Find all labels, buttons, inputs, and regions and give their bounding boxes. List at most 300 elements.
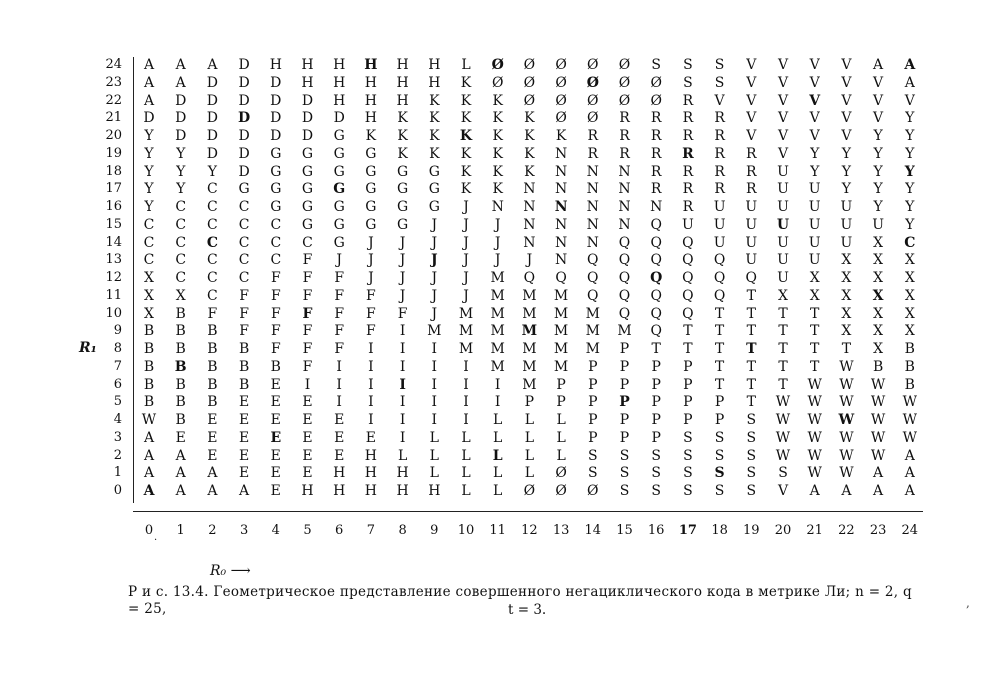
grid-cell: D [238, 110, 251, 127]
grid-cell: I [336, 358, 342, 375]
grid-cell: I [463, 394, 469, 411]
grid-cell: N [554, 252, 568, 269]
grid-cell: I [463, 412, 469, 428]
grid-cell: D [270, 74, 282, 91]
grid-cell: X [873, 234, 884, 251]
grid-cell: X [904, 287, 915, 304]
grid-cell: Y [873, 128, 883, 144]
grid-cell: P [651, 429, 661, 446]
grid-cell: Ø [523, 57, 536, 73]
grid-cell: W [839, 465, 854, 482]
grid-cell: V [841, 74, 852, 91]
grid-cell: J [399, 287, 406, 304]
grid-cell: A [904, 483, 915, 499]
grid-cell: R [619, 128, 630, 144]
grid-cell: F [270, 270, 281, 286]
grid-cell: I [399, 412, 406, 428]
grid-cell: E [270, 465, 281, 482]
grid-cell: C [175, 270, 187, 286]
grid-cell: Q [523, 270, 536, 286]
grid-cell: L [429, 447, 439, 464]
grid-cell: I [399, 429, 406, 446]
grid-cell: F [270, 305, 281, 322]
grid-cell: Y [176, 145, 186, 162]
grid-cell: T [810, 341, 820, 357]
grid-cell: U [840, 234, 853, 251]
grid-cell: M [490, 270, 505, 286]
grid-cell: N [554, 216, 568, 233]
grid-cell: H [364, 92, 377, 109]
grid-cell: U [808, 216, 821, 233]
grid-cell: D [333, 110, 345, 127]
grid-cell: U [808, 252, 821, 269]
grid-cell: H [428, 483, 441, 499]
grid-cell: T [746, 287, 756, 304]
grid-cell: G [333, 145, 345, 162]
grid-cell: V [746, 57, 757, 73]
grid-cell: G [333, 234, 345, 251]
grid-cell: G [365, 216, 377, 233]
grid-cell: Ø [618, 92, 631, 109]
grid-cell: U [840, 199, 853, 215]
grid-cell: L [461, 429, 471, 446]
grid-cell: V [841, 128, 852, 144]
grid-cell: H [333, 465, 346, 482]
grid-cell: G [270, 181, 282, 198]
grid-cell: Y [810, 163, 820, 180]
grid-cell: Q [650, 216, 662, 233]
grid-cell: L [524, 465, 535, 482]
grid-cell: R [650, 145, 662, 162]
grid-cell: D [301, 128, 314, 144]
grid-cell: V [777, 483, 789, 499]
grid-cell: X [841, 270, 852, 286]
grid-cell: Ø [650, 74, 662, 91]
row-label: 24 [105, 57, 122, 72]
grid-cell: Q [618, 270, 631, 286]
grid-cell: H [364, 483, 377, 499]
grid-cell: M [522, 287, 537, 304]
stray-dot: . [154, 532, 158, 543]
grid-cell: W [839, 376, 854, 393]
grid-cell: E [270, 376, 281, 393]
grid-cell: F [270, 341, 281, 357]
grid-cell: Ø [587, 483, 599, 499]
grid-cell: W [870, 394, 886, 411]
grid-cell: Q [618, 305, 631, 322]
grid-cell: S [651, 57, 661, 73]
grid-cell: I [368, 358, 374, 375]
column-label: 17 [678, 523, 697, 538]
grid-cell: Y [207, 163, 218, 180]
grid-cell: G [397, 181, 409, 198]
grid-cell: F [334, 323, 345, 340]
grid-cell: N [586, 163, 599, 180]
grid-cell: Q [618, 252, 631, 269]
grid-cell: M [490, 287, 505, 304]
grid-cell: U [777, 181, 789, 198]
grid-cell: T [746, 358, 756, 375]
grid-cell: I [399, 376, 406, 393]
grid-cell: I [494, 394, 501, 411]
grid-cell: H [333, 74, 346, 91]
grid-cell: P [651, 376, 661, 393]
grid-cell: D [270, 128, 282, 144]
grid-cell: H [364, 465, 377, 482]
grid-cell: Y [873, 145, 883, 162]
grid-cell: L [556, 412, 566, 428]
grid-cell: U [745, 252, 758, 269]
grid-cell: B [175, 412, 186, 428]
grid-cell: E [270, 447, 281, 464]
column-label: 7 [366, 523, 376, 538]
grid-cell: U [777, 234, 789, 251]
grid-cell: K [460, 163, 472, 180]
grid-cell: P [588, 376, 598, 393]
grid-cell: E [207, 429, 218, 446]
grid-cell: W [807, 447, 822, 464]
row-label: 18 [105, 163, 122, 179]
grid-cell: F [302, 305, 313, 322]
grid-cell: F [239, 305, 249, 322]
grid-cell: M [458, 341, 474, 357]
grid-cell: W [141, 412, 157, 428]
grid-cell: H [333, 57, 346, 73]
grid-cell: M [553, 323, 569, 340]
grid-cell: F [334, 305, 345, 322]
grid-cell: S [588, 447, 598, 464]
grid-cell: D [301, 92, 314, 109]
grid-cell: T [714, 358, 725, 375]
grid-cell: P [524, 394, 535, 411]
grid-cell: T [683, 341, 693, 357]
grid-cell: E [238, 429, 250, 446]
grid-cell: G [428, 163, 440, 180]
grid-cell: G [270, 163, 282, 180]
grid-cell: X [841, 287, 852, 304]
grid-cell: U [777, 199, 789, 215]
row-label: 4 [113, 412, 122, 427]
column-label: 18 [711, 523, 728, 538]
grid-cell: X [809, 270, 820, 286]
column-label: 1 [176, 523, 185, 538]
grid-cell: T [651, 341, 661, 357]
grid-cell: N [586, 234, 599, 251]
grid-cell: E [207, 447, 218, 464]
grid-cell: M [490, 358, 505, 375]
grid-cell: S [778, 465, 788, 482]
grid-cell: C [207, 216, 218, 233]
grid-cell: K [429, 110, 440, 127]
grid-cell: D [238, 128, 250, 144]
grid-cell: Y [873, 199, 883, 215]
grid-cell: D [206, 128, 218, 144]
grid-cell: F [302, 252, 313, 269]
grid-cell: K [429, 128, 440, 144]
grid-cell: M [490, 305, 505, 322]
grid-cell: B [238, 358, 250, 375]
grid-cell: M [553, 341, 569, 357]
grid-cell: A [143, 429, 155, 446]
grid-cell: P [619, 341, 630, 357]
grid-cell: I [368, 394, 374, 411]
margin-mark: , [966, 596, 970, 610]
grid-cell: P [619, 358, 630, 375]
grid-cell: X [144, 287, 154, 304]
grid-cell: J [463, 216, 469, 233]
grid-cell: P [651, 358, 661, 375]
grid-cell: X [872, 287, 884, 304]
grid-cell: F [302, 358, 313, 375]
grid-cell: I [368, 376, 374, 393]
grid-cell: C [175, 252, 187, 269]
grid-cell: U [713, 216, 726, 233]
grid-cell: S [746, 412, 757, 428]
column-label: 21 [806, 523, 823, 538]
column-label: 0 [144, 523, 154, 538]
grid-cell: V [777, 92, 789, 109]
grid-cell: Y [905, 181, 915, 198]
column-label: 13 [552, 523, 570, 538]
grid-cell: V [746, 92, 757, 109]
grid-cell: U [777, 252, 789, 269]
grid-cell: E [334, 429, 345, 446]
grid-cell: T [714, 376, 725, 393]
grid-cell: W [775, 394, 791, 411]
grid-cell: A [841, 483, 852, 499]
row-label: 13 [105, 252, 122, 268]
row-label: 20 [105, 128, 122, 143]
grid-cell: Q [682, 252, 694, 269]
grid-cell: B [143, 358, 155, 375]
row-label: 6 [113, 376, 122, 392]
grid-cell: G [428, 181, 440, 198]
grid-cell: J [399, 252, 406, 269]
grid-cell: E [238, 447, 250, 464]
grid-cell: C [238, 270, 250, 286]
grid-cell: F [207, 305, 218, 322]
grid-cell: Ø [555, 110, 567, 127]
grid-cell: C [207, 181, 218, 198]
grid-cell: D [206, 145, 218, 162]
row-label: 19 [105, 145, 122, 161]
grid-cell: X [809, 287, 820, 304]
grid-cell: H [364, 110, 377, 127]
grid-cell: Ø [618, 57, 631, 73]
grid-cell: B [175, 305, 186, 322]
grid-cell: H [396, 92, 409, 109]
grid-cell: U [745, 199, 758, 215]
grid-cell: E [302, 394, 313, 411]
grid-cell: J [463, 199, 469, 215]
grid-cell: T [841, 341, 852, 357]
row-label: 8 [113, 341, 122, 356]
grid-cell: G [333, 199, 345, 215]
grid-cell: E [365, 429, 376, 446]
grid-cell: C [206, 234, 218, 251]
grid-cell: P [683, 394, 693, 411]
grid-cell: V [777, 57, 789, 73]
grid-cell: Ø [523, 92, 536, 109]
grid-cell: W [870, 447, 886, 464]
grid-cell: Q [650, 234, 662, 251]
grid-cell: C [302, 234, 313, 251]
grid-cell: Y [144, 181, 154, 198]
grid-cell: Q [618, 287, 631, 304]
grid-cell: J [463, 270, 469, 286]
grid-cell: T [778, 376, 788, 393]
grid-cell: P [619, 412, 630, 428]
grid-cell: R [682, 128, 694, 144]
grid-cell: J [463, 234, 469, 251]
grid-cell: Q [555, 270, 567, 286]
grid-cell: C [175, 199, 187, 215]
grid-cell: H [333, 92, 346, 109]
grid-cell: T [683, 323, 693, 340]
grid-cell: R [650, 128, 662, 144]
grid-cell: N [554, 181, 568, 198]
grid-cell: S [683, 465, 693, 482]
grid-cell: N [650, 199, 663, 215]
grid-cell: V [841, 92, 852, 109]
grid-cell: C [238, 252, 250, 269]
grid-cell: G [333, 181, 346, 198]
grid-cell: V [746, 128, 757, 144]
grid-cell: M [522, 358, 537, 375]
grid-cell: P [588, 394, 598, 411]
grid-cell: G [397, 216, 409, 233]
grid-cell: I [336, 394, 342, 411]
grid-cell: Q [682, 234, 694, 251]
grid-cell: W [902, 429, 917, 446]
grid-cell: Ø [555, 92, 567, 109]
grid-cell: P [556, 394, 566, 411]
grid-cell: K [492, 128, 503, 144]
grid-cell: Y [810, 145, 820, 162]
grid-cell: E [270, 412, 281, 428]
grid-cell: L [461, 57, 471, 73]
grid-cell: P [683, 376, 693, 393]
grid-cell: T [746, 394, 756, 411]
grid-cell: Y [873, 181, 883, 198]
grid-cell: J [431, 287, 438, 304]
grid-cell: W [807, 465, 822, 482]
caption-line-2: t = 3. [508, 602, 547, 618]
grid-cell: V [777, 145, 789, 162]
grid-cell: A [143, 92, 155, 109]
grid-cell: W [807, 376, 822, 393]
grid-cell: C [143, 234, 155, 251]
row-label: 17 [105, 181, 122, 197]
grid-cell: T [714, 341, 725, 357]
grid-cell: Y [144, 163, 154, 180]
grid-cell: L [492, 447, 503, 464]
grid-cell: W [807, 412, 822, 428]
grid-cell: J [494, 216, 501, 233]
grid-cell: F [334, 341, 345, 357]
grid-cell: W [870, 376, 886, 393]
grid-cell: H [364, 74, 377, 91]
grid-cell: R [682, 110, 694, 127]
grid-cell: C [175, 216, 187, 233]
grid-cell: K [397, 145, 408, 162]
grid-cell: N [618, 181, 631, 198]
grid-cell: B [175, 376, 186, 393]
grid-cell: A [873, 57, 884, 73]
grid-cell: C [904, 234, 916, 251]
grid-cell: W [775, 412, 791, 428]
grid-cell: Ø [523, 483, 536, 499]
grid-cell: M [553, 358, 569, 375]
grid-cell: R [714, 181, 725, 198]
grid-cell: R [682, 163, 694, 180]
grid-cell: U [808, 234, 821, 251]
grid-cell: Q [682, 287, 694, 304]
grid-cell: P [619, 376, 630, 393]
grid-cell: A [873, 483, 884, 499]
row-label: 11 [105, 287, 122, 303]
grid-cell: H [301, 483, 314, 499]
grid-cell: E [334, 412, 345, 428]
column-label: 10 [457, 523, 475, 538]
grid-cell: K [460, 110, 472, 127]
grid-cell: D [206, 110, 218, 127]
grid-cell: G [397, 163, 409, 180]
grid-cell: E [270, 394, 281, 411]
grid-cell: G [333, 216, 345, 233]
grid-cell: B [143, 376, 155, 393]
grid-cell: B [207, 341, 218, 357]
grid-cell: L [524, 412, 535, 428]
grid-cell: D [175, 128, 187, 144]
grid-cell: A [904, 57, 916, 73]
grid-cell: R [714, 145, 725, 162]
grid-cell: C [143, 216, 155, 233]
column-label: 20 [774, 523, 792, 538]
grid-cell: D [175, 92, 187, 109]
grid-cell: U [777, 163, 789, 180]
grid-cell: N [523, 234, 536, 251]
grid-cell: J [399, 270, 406, 286]
grid-cell: N [618, 199, 631, 215]
grid-cell: C [207, 199, 218, 215]
grid-cell: H [301, 57, 314, 73]
grid-cell: W [870, 412, 886, 428]
grid-cell: K [524, 128, 535, 144]
grid-cell: W [775, 447, 791, 464]
grid-cell: M [553, 305, 569, 322]
grid-cell: J [463, 252, 469, 269]
grid-cell: H [396, 483, 409, 499]
grid-cell: S [619, 465, 630, 482]
row-label: 2 [113, 447, 122, 463]
grid-cell: X [778, 287, 788, 304]
grid-cell: Q [587, 252, 599, 269]
grid-cell: B [143, 394, 155, 411]
grid-cell: I [399, 323, 406, 340]
grid-cell: N [523, 199, 536, 215]
grid-cell: W [775, 429, 791, 446]
grid-cell: S [651, 447, 661, 464]
grid-cell: Q [587, 287, 599, 304]
grid-cell: F [366, 287, 376, 304]
grid-cell: A [143, 447, 155, 464]
grid-cell: B [207, 323, 218, 340]
grid-cell: B [175, 323, 186, 340]
grid-cell: I [304, 376, 311, 393]
grid-cell: N [554, 163, 568, 180]
row-label: 5 [113, 394, 122, 410]
